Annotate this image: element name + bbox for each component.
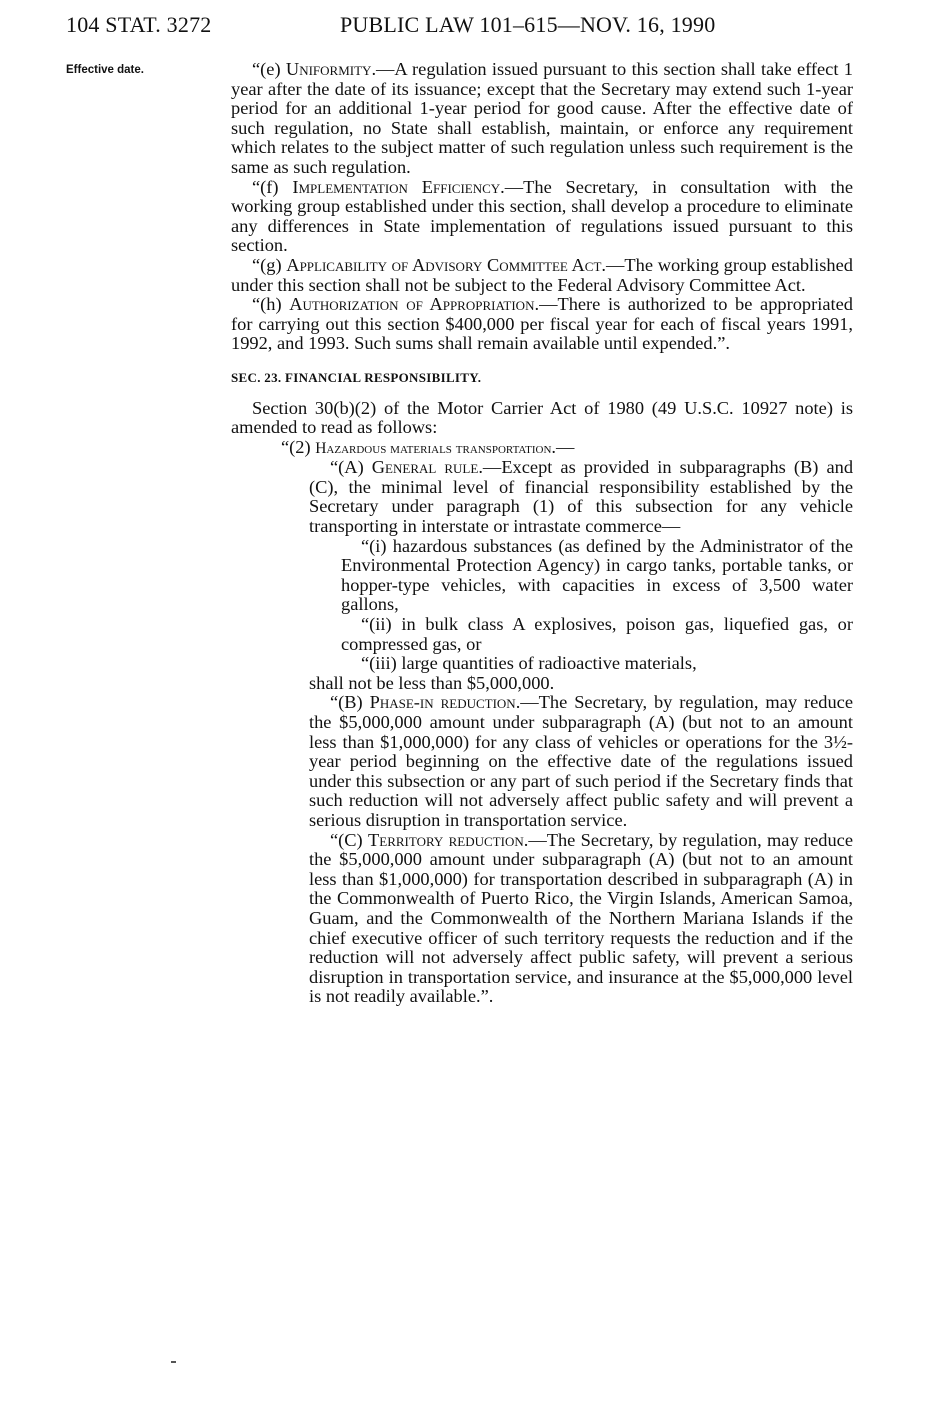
stat-page-number: 104 STAT. 3272	[66, 12, 212, 37]
paragraph-2-hazmat: “(2) Hazardous materials transportation.—	[281, 436, 575, 457]
document-body	[231, 60, 853, 1007]
paragraph-f-implementation-efficiency: “(f) Implementation Efficiency.—The Secretary, in consultation with the working group established under this section, shall develop a procedure to eliminate any differences in State implementation of regulations issued pursuant to this section.	[231, 176, 853, 256]
subparagraph-C-territory: “(C) Territory reduction.—The Secretary, by regulation, may reduce the $5,000,000 amount under subparagraph (A) (but not to an amount less than $1,000,000) for transportation described in subparagraph (A) in the Commonwealth of Puerto Rico, the Virgin Islands, American Samoa, Guam, and the Commonwealth of the Northern Mariana Islands if the chief executive officer of such territory requests the reduction and if the reduction will not adversely affect public safety, will prevent a serious disruption in transportation service, and insurance at the $5,000,000 level is not readily available.”.	[309, 829, 853, 1007]
section-heading: SEC. 23. FINANCIAL RESPONSIBILITY.	[231, 369, 482, 385]
paragraph-h-authorization: “(h) Authorization of Appropriation.—There is authorized to be appropriated for carrying out this section $400,000 per fiscal year for each of fiscal years 1991, 1992, and 1993. Such sums shall remain available until expended.”.	[231, 294, 853, 354]
page-header	[66, 12, 846, 44]
subparagraph-A-end: shall not be less than $5,000,000.	[309, 672, 555, 693]
scan-mark	[171, 1361, 176, 1363]
section-intro: Section 30(b)(2) of the Motor Carrier Act of 1980 (49 U.S.C. 10927 note) is amended to read as follows:	[231, 397, 853, 438]
paragraph-g-advisory-committee: “(g) Applicability of Advisory Committee Act.—The working group established under this section shall not be subject to the Federal Advisory Committee Act.	[231, 254, 853, 295]
margin-note-effective-date: Effective date.	[66, 64, 144, 76]
paragraph-e-uniformity: “(e) Uniformity.—A regulation issued pursuant to this section shall take effect 1 year after the date of its issuance; except that the Secretary may extend such 1-year period for an additional 1-year period for good cause. After the effective date of such regulation, no State shall establish, maintain, or enforce any requirement which relates to the subject matter of such regulation unless such requirement is the same as such regulation.	[231, 59, 853, 177]
clause-iii: “(iii) large quantities of radioactive materials,	[361, 653, 697, 674]
clause-i: “(i) hazardous substances (as defined by the Administrator of the Environmental Protection Agency) in cargo tanks, portable tanks, or hopper-type vehicles, with capacities in excess of 3,500 water gallons,	[341, 535, 853, 615]
clause-ii: “(ii) in bulk class A explosives, poison gas, liquefied gas, or compressed gas, or	[341, 614, 853, 654]
subparagraph-A-general-rule: “(A) General rule.—Except as provided in subparagraphs (B) and (C), the minimal level of financial responsibility established by the Secretary under paragraph (1) of this subsection for any vehicle transporting in interstate or intrastate commerce—	[309, 457, 854, 537]
law-title: PUBLIC LAW 101–615—NOV. 16, 1990	[340, 12, 716, 37]
subparagraph-B-phase-in: “(B) Phase-in reduction.—The Secretary, by regulation, may reduce the $5,000,000 amount under subparagraph (A) (but not to an amount less than $1,000,000) for any class of vehicles or operations for the 3½-year period beginning on the effective date of the regulations issued under this subsection or any part of such period if the Secretary finds that such reduction will not adversely affect public safety and will prevent a serious disruption in transportation service.	[309, 692, 853, 830]
